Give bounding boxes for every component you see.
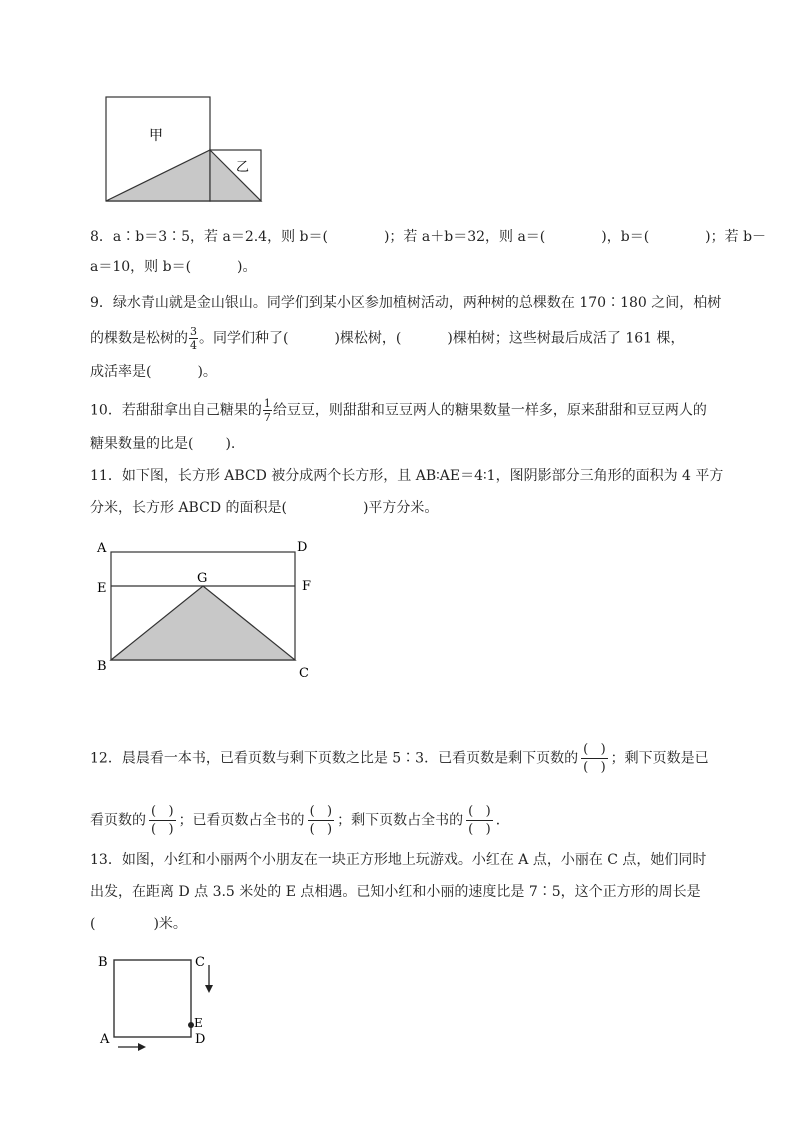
- label-c: C: [299, 666, 309, 681]
- label-sq-a: A: [100, 1032, 110, 1047]
- label-yi: 乙: [236, 160, 250, 175]
- label-sq-c: C: [195, 955, 205, 970]
- q10-line-2: 糖果数量的比是( ).: [90, 436, 236, 452]
- label-d: D: [297, 540, 308, 555]
- q11-line-1: 11．如下图，长方形 ABCD 被分成两个长方形，且 AB∶AE＝4∶1，图阴影部分三角形的面积为 4 平方: [90, 468, 724, 484]
- label-sq-b: B: [98, 955, 108, 970]
- q13-line-1: 13．如图，小红和小丽两个小朋友在一块正方形地上玩游戏。小红在 A 点，小丽在 C 点，她们同时: [90, 852, 707, 868]
- label-jia: 甲: [149, 128, 163, 144]
- q10-line-1: 10．若甜甜拿出自己糖果的 $\frac{1}{7}$ 给豆豆，则甜甜和豆豆两人的糖果数量一样多，原来甜甜和豆豆两人的: [90, 397, 707, 424]
- q9-line-1: 9．绿水青山就是金山银山。同学们到某小区参加植树活动，两种树的总棵数在 170∶180 之间，柏树: [90, 295, 722, 311]
- label-sq-d: D: [195, 1032, 206, 1047]
- q11-line-2: 分米，长方形 ABCD 的面积是( )平方分米。: [90, 500, 439, 516]
- q12-line-1: 12．晨晨看一本书，已看页数与剩下页数之比是 5∶3．已看页数是剩下页数的 $\frac{( )}{( )}$ ；剩下页数是已: [90, 742, 709, 775]
- label-a: A: [97, 541, 107, 556]
- q9-line-3: 成活率是( )。: [90, 364, 217, 380]
- label-f: F: [302, 579, 312, 594]
- square-abcd: [114, 960, 191, 1037]
- q8-line-1: 8．a∶b＝3∶5，若 a＝2.4，则 b＝( )；若 a＋b＝32，则 a＝( )，b＝( )；若 b－: [90, 229, 767, 245]
- label-sq-e: E: [194, 1016, 203, 1030]
- label-b: B: [97, 659, 107, 674]
- label-g: G: [197, 571, 208, 586]
- arrow-down-icon: [205, 985, 213, 993]
- fraction-three-quarters: $\frac{3}{4}$: [190, 325, 197, 352]
- q8-line-2: a＝10，则 b＝( )。: [90, 259, 257, 275]
- q13-line-2: 出发，在距离 D 点 3.5 米处的 E 点相遇。已知小红和小丽的速度比是 7∶5，这个正方形的周长是: [90, 884, 701, 900]
- shaded-triangle-bgc: [111, 586, 295, 660]
- blank-fraction-4: $\frac{( )}{( )}$: [468, 804, 491, 837]
- q12-line-2: 看页数的 $\frac{( )}{( )}$ ；已看页数占全书的 $\frac{( )}{( )}$ ；剩下页数占全书的 $\frac{( )}{( )}$ ．: [90, 804, 510, 837]
- shaded-triangle-left: [106, 150, 210, 201]
- label-e: E: [97, 581, 107, 596]
- fraction-one-seventh: $\frac{1}{7}$: [263, 397, 271, 424]
- shaded-triangle-right: [210, 150, 261, 201]
- blank-fraction-2: $\frac{( )}{( )}$: [151, 804, 174, 837]
- figure-jia-yi: [100, 92, 270, 207]
- blank-fraction-1: $\frac{( )}{( )}$: [583, 742, 606, 775]
- q9-line-2: 的棵数是松树的 $\frac{3}{4}$ 。同学们种了( )棵松树，( )棵柏树；这些树最后成活了 161 棵，: [90, 325, 685, 352]
- figure-square: [94, 950, 224, 1060]
- q13-line-3: ( )米。: [90, 916, 187, 932]
- arrow-right-icon: [138, 1043, 146, 1051]
- figure-rectangle-abcd: [90, 535, 320, 685]
- blank-fraction-3: $\frac{( )}{( )}$: [309, 804, 333, 837]
